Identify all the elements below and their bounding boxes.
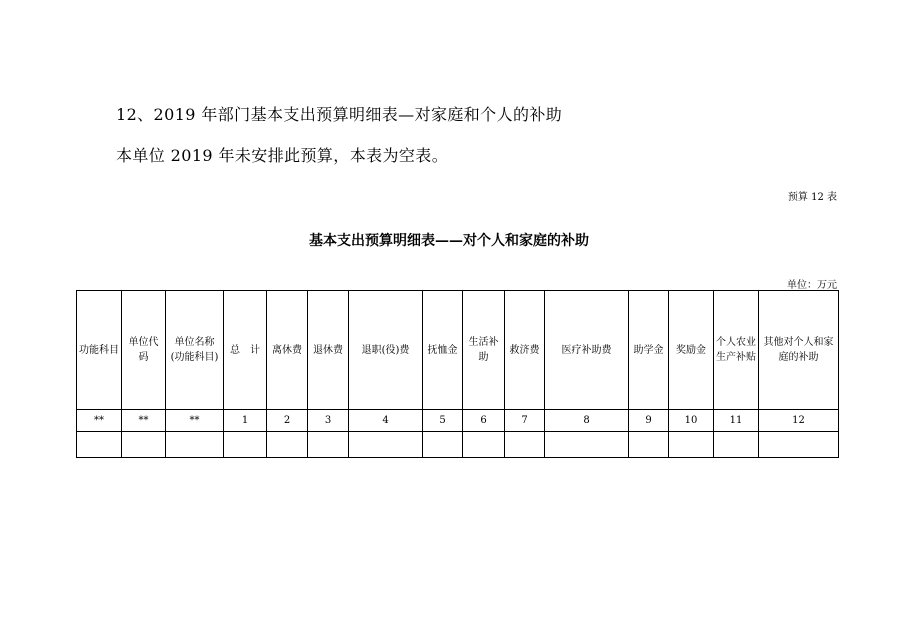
form-number: 预算 12 表: [787, 192, 837, 203]
table-cell: 11: [714, 410, 759, 432]
table-cell: **: [122, 410, 166, 432]
table-cell: [77, 432, 122, 458]
table-row: [77, 432, 839, 458]
table-cell: **: [166, 410, 224, 432]
subsidy-detail-table: [76, 290, 839, 458]
column-header: 奖励金: [669, 291, 714, 410]
table-cell: 7: [505, 410, 545, 432]
table-cell: [224, 432, 267, 458]
table-cell: 4: [349, 410, 423, 432]
table-cell: [308, 432, 349, 458]
column-header: 个人农业生产补贴: [714, 291, 759, 410]
table-cell: 2: [267, 410, 308, 432]
table-cell: 5: [423, 410, 463, 432]
table-header-row: [77, 291, 839, 410]
column-number-row: [77, 410, 839, 432]
table-cell: [629, 432, 669, 458]
table-cell: 12: [759, 410, 839, 432]
table-cell: 10: [669, 410, 714, 432]
column-header: 其他对个人和家庭的补助: [759, 291, 839, 410]
table-cell: [423, 432, 463, 458]
empty-table-note: 本单位 2019 年未安排此预算，本表为空表。: [116, 146, 449, 165]
table-cell: [122, 432, 166, 458]
column-header: 离休费: [267, 291, 308, 410]
table-title: 基本支出预算明细表——对个人和家庭的补助: [309, 233, 589, 249]
table-cell: [505, 432, 545, 458]
table-cell: [349, 432, 423, 458]
column-header: 功能科目: [77, 291, 122, 410]
table-cell: [714, 432, 759, 458]
unit-label: 单位：万元: [787, 280, 837, 291]
table-cell: [545, 432, 629, 458]
table-cell: [759, 432, 839, 458]
table-cell: **: [77, 410, 122, 432]
column-header: 助学金: [629, 291, 669, 410]
column-header: 总 计: [224, 291, 267, 410]
column-header: 医疗补助费: [545, 291, 629, 410]
table-cell: 1: [224, 410, 267, 432]
table-cell: 3: [308, 410, 349, 432]
column-header: 生活补助: [463, 291, 505, 410]
column-header: 抚恤金: [423, 291, 463, 410]
column-header: 单位名称(功能科目): [166, 291, 224, 410]
table-cell: [669, 432, 714, 458]
table-cell: [166, 432, 224, 458]
column-header: 救济费: [505, 291, 545, 410]
table-cell: 6: [463, 410, 505, 432]
table-cell: 9: [629, 410, 669, 432]
column-header: 单位代码: [122, 291, 166, 410]
table-cell: [267, 432, 308, 458]
table-cell: 8: [545, 410, 629, 432]
section-heading: 12、2019 年部门基本支出预算明细表—对家庭和个人的补助: [116, 105, 563, 124]
column-header: 退休费: [308, 291, 349, 410]
column-header: 退职(役)费: [349, 291, 423, 410]
table-cell: [463, 432, 505, 458]
